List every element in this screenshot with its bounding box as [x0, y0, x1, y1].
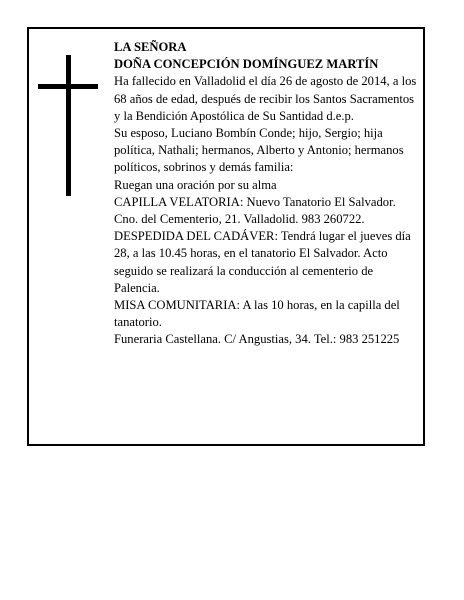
- notice-paragraph-family: Su esposo, Luciano Bombín Conde; hijo, Sergio; hija política, Nathali; hermanos, Alberto y Antonio; hermanos políticos, sobrinos y demás familia:: [114, 126, 404, 175]
- notice-text: [114, 39, 418, 349]
- notice-paragraph-mass: MISA COMUNITARIA: A las 10 horas, en la capilla del tanatorio.: [114, 298, 400, 330]
- notice-paragraph-death: Ha fallecido en Valladolid el día 26 de agosto de 2014, a los 68 años de edad, después de recibir los Santos Sacramentos y la Bendición Apostólica de Su Santidad d.e.p.: [114, 74, 417, 123]
- cross-icon-crossbar: [38, 84, 98, 89]
- notice-paragraph-farewell: DESPEDIDA DEL CADÁVER: Tendrá lugar el jueves día 28, a las 10.45 horas, en el tanatorio El Salvador. Acto seguido se realizará la conducción al cementerio de Palencia.: [114, 229, 411, 295]
- notice-paragraph-prayer: Ruegan una oración por su alma: [114, 177, 277, 192]
- notice-paragraph-chapel: CAPILLA VELATORIA: Nuevo Tanatorio El Salvador. Cno. del Cementerio, 21. Valladolid. 983 260722.: [114, 194, 396, 227]
- notice-heading-name: DOÑA CONCEPCIÓN DOMÍNGUEZ MARTÍN: [114, 57, 379, 72]
- notice-paragraph-funeral-home: Funeraria Castellana. C/ Angustias, 34. Tel.: 983 251225: [114, 332, 400, 347]
- notice-heading-title: LA SEÑORA: [114, 40, 187, 54]
- cross-icon: [66, 55, 71, 196]
